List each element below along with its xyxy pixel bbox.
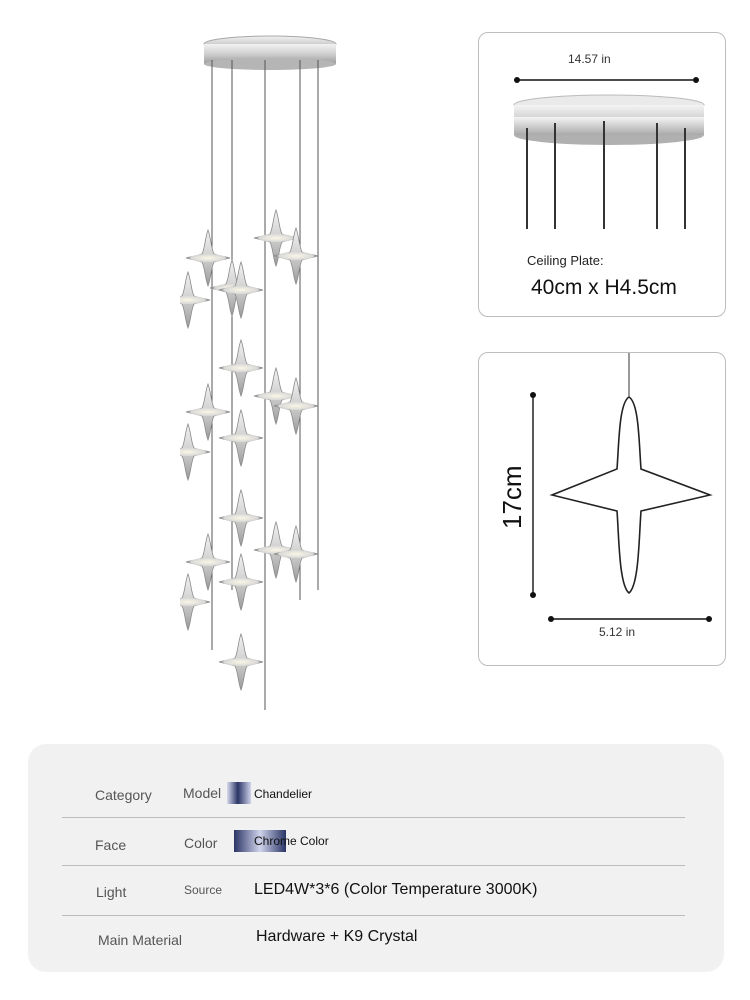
ceiling-plate-panel <box>478 32 726 317</box>
plate-width-label: 14.57 in <box>568 52 611 66</box>
spec-sublabel: Source <box>184 883 223 897</box>
ceiling-plate-drawing <box>479 33 725 316</box>
spec-row-face <box>62 818 685 866</box>
spec-label: Face <box>95 837 127 853</box>
spec-label: Main Material <box>98 932 183 948</box>
spec-value: Chandelier <box>254 787 313 801</box>
chandelier-product-image <box>180 30 360 730</box>
pendant-width-label: 5.12 in <box>599 625 636 639</box>
divider <box>62 865 685 866</box>
spec-row-material <box>62 916 685 964</box>
spec-value: Hardware + K9 Crystal <box>256 928 418 945</box>
ceiling-plate-label: Ceiling Plate: <box>527 253 604 268</box>
spec-row-light <box>62 868 685 916</box>
pendant-dimensions-panel <box>478 352 726 666</box>
spec-sublabel: Color <box>184 835 218 851</box>
pendant-height-label: 17cm <box>497 465 527 529</box>
spec-value: LED4W*3*6 (Color Temperature 3000K) <box>254 881 538 898</box>
specifications-card <box>28 744 724 972</box>
spec-label: Category <box>95 787 152 803</box>
spec-sublabel: Model <box>183 785 222 801</box>
spec-row-category <box>62 770 685 818</box>
ceiling-plate-value: 40cm x H4.5cm <box>531 276 677 299</box>
spec-value: Chrome Color <box>254 834 329 848</box>
spec-label: Light <box>96 884 127 900</box>
model-swatch <box>227 782 251 804</box>
